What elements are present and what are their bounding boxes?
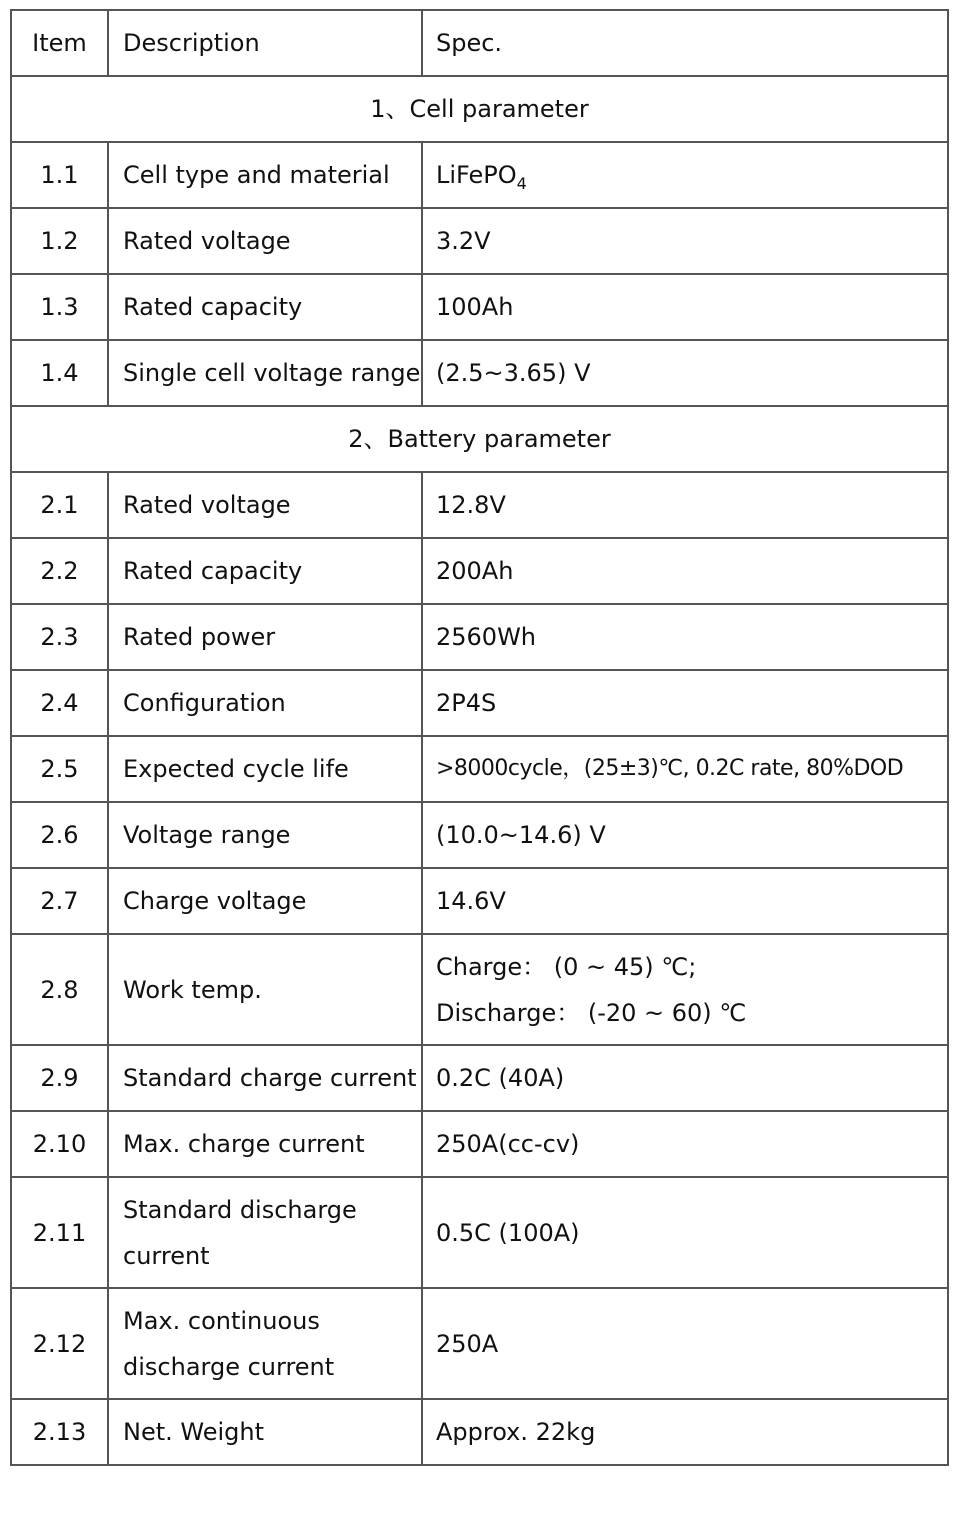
spec-cell [422,142,948,208]
description-cell: Rated voltage [108,472,422,538]
spec-cell: Approx. 22kg [422,1399,948,1465]
table-row [11,868,948,934]
description-cell: Configuration [108,670,422,736]
spec-line-discharge: Discharge： (-20 ~ 60) ℃ [436,998,747,1027]
spec-cell: >8000cycle，(25±3)℃, 0.2C rate, 80%DOD [422,736,948,802]
table-row [11,472,948,538]
description-line: current [123,1241,210,1270]
table-row [11,1045,948,1111]
description-cell: Cell type and material [108,142,422,208]
section-row [11,76,948,142]
section-title-cell: 2、Battery parameter [11,406,948,472]
section-row [11,406,948,472]
spec-cell: 200Ah [422,538,948,604]
table-row [11,340,948,406]
header-item: Item [11,10,108,76]
description-line: Max. continuous [123,1306,320,1335]
spec-cell: 12.8V [422,472,948,538]
description-cell: Rated capacity [108,274,422,340]
table-row [11,604,948,670]
description-cell: Charge voltage [108,868,422,934]
spec-cell: 2560Wh [422,604,948,670]
table-row [11,802,948,868]
description-cell [108,1288,422,1399]
spec-cell: 100Ah [422,274,948,340]
spec-cell: (2.5~3.65) V [422,340,948,406]
item-cell: 2.8 [11,934,108,1045]
spec-cell: 250A(cc-cv) [422,1111,948,1177]
item-cell: 2.4 [11,670,108,736]
description-cell: Max. charge current [108,1111,422,1177]
table-row [11,142,948,208]
description-cell: Rated power [108,604,422,670]
spec-cell: 14.6V [422,868,948,934]
description-cell: Rated capacity [108,538,422,604]
spec-text: LiFePO [436,161,517,189]
item-cell: 2.10 [11,1111,108,1177]
table-row [11,736,948,802]
item-cell: 2.12 [11,1288,108,1399]
item-cell: 2.3 [11,604,108,670]
item-cell: 2.6 [11,802,108,868]
description-line: discharge current [123,1352,335,1381]
spec-cell: 250A [422,1288,948,1399]
spec-cell: 0.2C (40A) [422,1045,948,1111]
item-cell: 1.2 [11,208,108,274]
description-cell: Single cell voltage range [108,340,422,406]
table-row [11,670,948,736]
item-cell: 2.11 [11,1177,108,1288]
description-cell: Voltage range [108,802,422,868]
item-cell: 2.7 [11,868,108,934]
header-row [11,10,948,76]
table-row [11,208,948,274]
table-row [11,1177,948,1288]
item-cell: 1.4 [11,340,108,406]
table-row [11,538,948,604]
description-cell [108,1177,422,1288]
spec-subscript: 4 [516,174,527,193]
table-row [11,1288,948,1399]
table-row [11,1111,948,1177]
spec-cell: 0.5C (100A) [422,1177,948,1288]
description-cell: Expected cycle life [108,736,422,802]
header-spec: Spec. [422,10,948,76]
item-cell: 2.9 [11,1045,108,1111]
spec-cell: 2P4S [422,670,948,736]
description-line: Standard discharge [123,1195,357,1224]
item-cell: 2.13 [11,1399,108,1465]
table-row [11,1399,948,1465]
item-cell: 2.2 [11,538,108,604]
spec-cell [422,934,948,1045]
description-cell: Standard charge current [108,1045,422,1111]
item-cell: 1.1 [11,142,108,208]
item-cell: 2.5 [11,736,108,802]
description-cell: Work temp. [108,934,422,1045]
header-description: Description [108,10,422,76]
spec-line-charge: Charge： (0 ~ 45) ℃; [436,952,697,981]
spec-table [10,9,949,1466]
spec-cell: 3.2V [422,208,948,274]
table-row [11,934,948,1045]
item-cell: 1.3 [11,274,108,340]
section-title-cell: 1、Cell parameter [11,76,948,142]
table-row [11,274,948,340]
description-cell: Rated voltage [108,208,422,274]
description-cell: Net. Weight [108,1399,422,1465]
spec-cell: (10.0~14.6) V [422,802,948,868]
item-cell: 2.1 [11,472,108,538]
